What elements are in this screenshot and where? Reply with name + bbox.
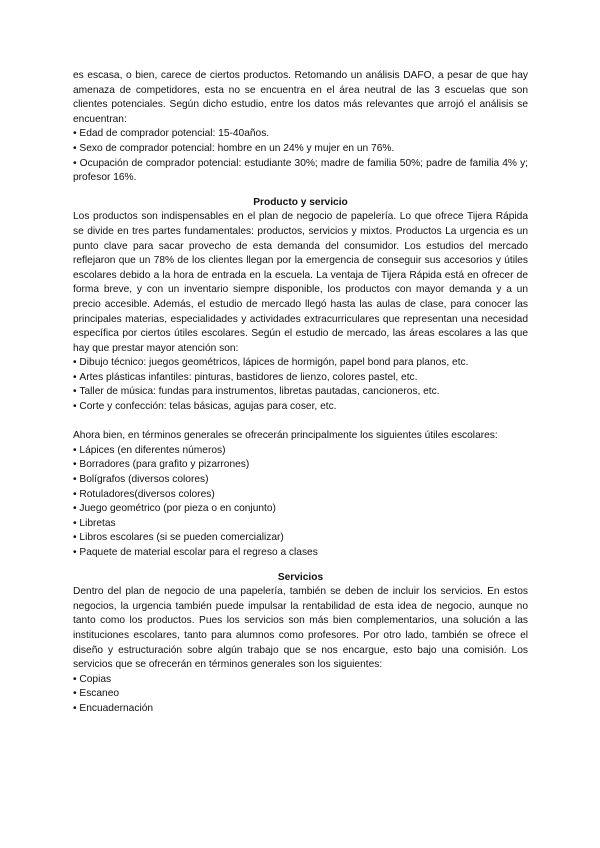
list-item: • Sexo de comprador potencial: hombre en un 24% y mujer en un 76%. — [73, 142, 528, 157]
list-item: • Escaneo — [73, 687, 528, 702]
buyer-profile-list — [73, 127, 528, 185]
list-item: • Ocupación de comprador potencial: estudiante 30%; madre de familia 50%; padre de familia 4% y; profesor 16%. — [73, 157, 528, 186]
document-page — [73, 69, 528, 717]
list-item: • Corte y confección: telas básicas, agujas para coser, etc. — [73, 400, 528, 415]
list-item: • Copias — [73, 673, 528, 688]
section-heading-servicios: Servicios — [277, 571, 324, 583]
list-item: • Juego geométrico (por pieza o en conjunto) — [73, 502, 528, 517]
list-item: • Lápices (en diferentes números) — [73, 444, 528, 459]
list-item: • Artes plásticas infantiles: pinturas, bastidores de lienzo, colores pastel, etc. — [73, 371, 528, 386]
supplies-list — [73, 444, 528, 561]
list-item: • Libretas — [73, 517, 528, 532]
supplies-intro-paragraph: Ahora bien, en términos generales se ofrecerán principalmente los siguientes útiles escolares: — [73, 430, 498, 442]
list-item: • Dibujo técnico: juegos geométricos, lápices de hormigón, papel bond para planos, etc. — [73, 356, 528, 371]
productos-paragraph: Los productos son indispensables en el plan de negocio de papelería. Lo que ofrece Tijera Rápida se divide en tres partes fundamentales: productos, servicios y mixtos. Productos La urgencia es un punto clave para sacar provecho de esta demanda del consumidor. Los estudios del mercado reflejaron que un 78% de los clientes llegan por la emergencia de conseguir sus accesorios y útiles escolares debido a la hora de entrada en la escuela. La ventaja de Tijera Rápida está en ofrecer de forma breve, y con un inventario siempre disponible, los productos con mayor demanda y a un precio accesible. Además, el estudio de mercado llegó hasta las aulas de clase, para conocer las principales materias, especialidades y actividades extracurriculares que representan una necesidad específica por ciertos útiles escolares. Según el estudio de mercado, las áreas escolares a las que hay que prestar mayor atención son: — [73, 211, 528, 354]
school-areas-list — [73, 356, 528, 414]
list-item: • Bolígrafos (diversos colores) — [73, 473, 528, 488]
list-item: • Taller de música: fundas para instrumentos, libretas pautadas, cancioneros, etc. — [73, 385, 528, 400]
list-item: • Borradores (para grafito y pizarrones) — [73, 458, 528, 473]
services-list — [73, 673, 528, 717]
spacer — [73, 415, 528, 430]
list-item: • Paquete de material escolar para el regreso a clases — [73, 546, 528, 561]
section-heading-productos: Producto y servicio — [253, 196, 348, 208]
list-item: • Rotuladores(diversos colores) — [73, 488, 528, 503]
list-item: • Libros escolares (si se pueden comercializar) — [73, 531, 528, 546]
list-item: • Edad de comprador potencial: 15-40años. — [73, 127, 528, 142]
intro-paragraph: es escasa, o bien, carece de ciertos productos. Retomando un análisis DAFO, a pesar de que hay amenaza de competidores, esta no se encuentra en el área neutral de las 3 escuelas que son clientes potenciales. Según dicho estudio, entre los datos más relevantes que arrojó el análisis se encuentran: — [73, 70, 528, 125]
servicios-paragraph: Dentro del plan de negocio de una papelería, también se deben de incluir los servicios. En estos negocios, la urgencia también puede impulsar la rentabilidad de esta idea de negocio, aunque no tanto como los productos. Pues los servicios son más bien complementarios, una solución a las instituciones escolares, tanto para alumnos como profesores. Por otro lado, también se ofrece el diseño y estructuración sobre algún trabajo que se nos encargue, esto bajo una comisión. Los servicios que se ofrecerán en términos generales son los siguientes: — [73, 586, 528, 671]
list-item: • Encuadernación — [73, 702, 528, 717]
